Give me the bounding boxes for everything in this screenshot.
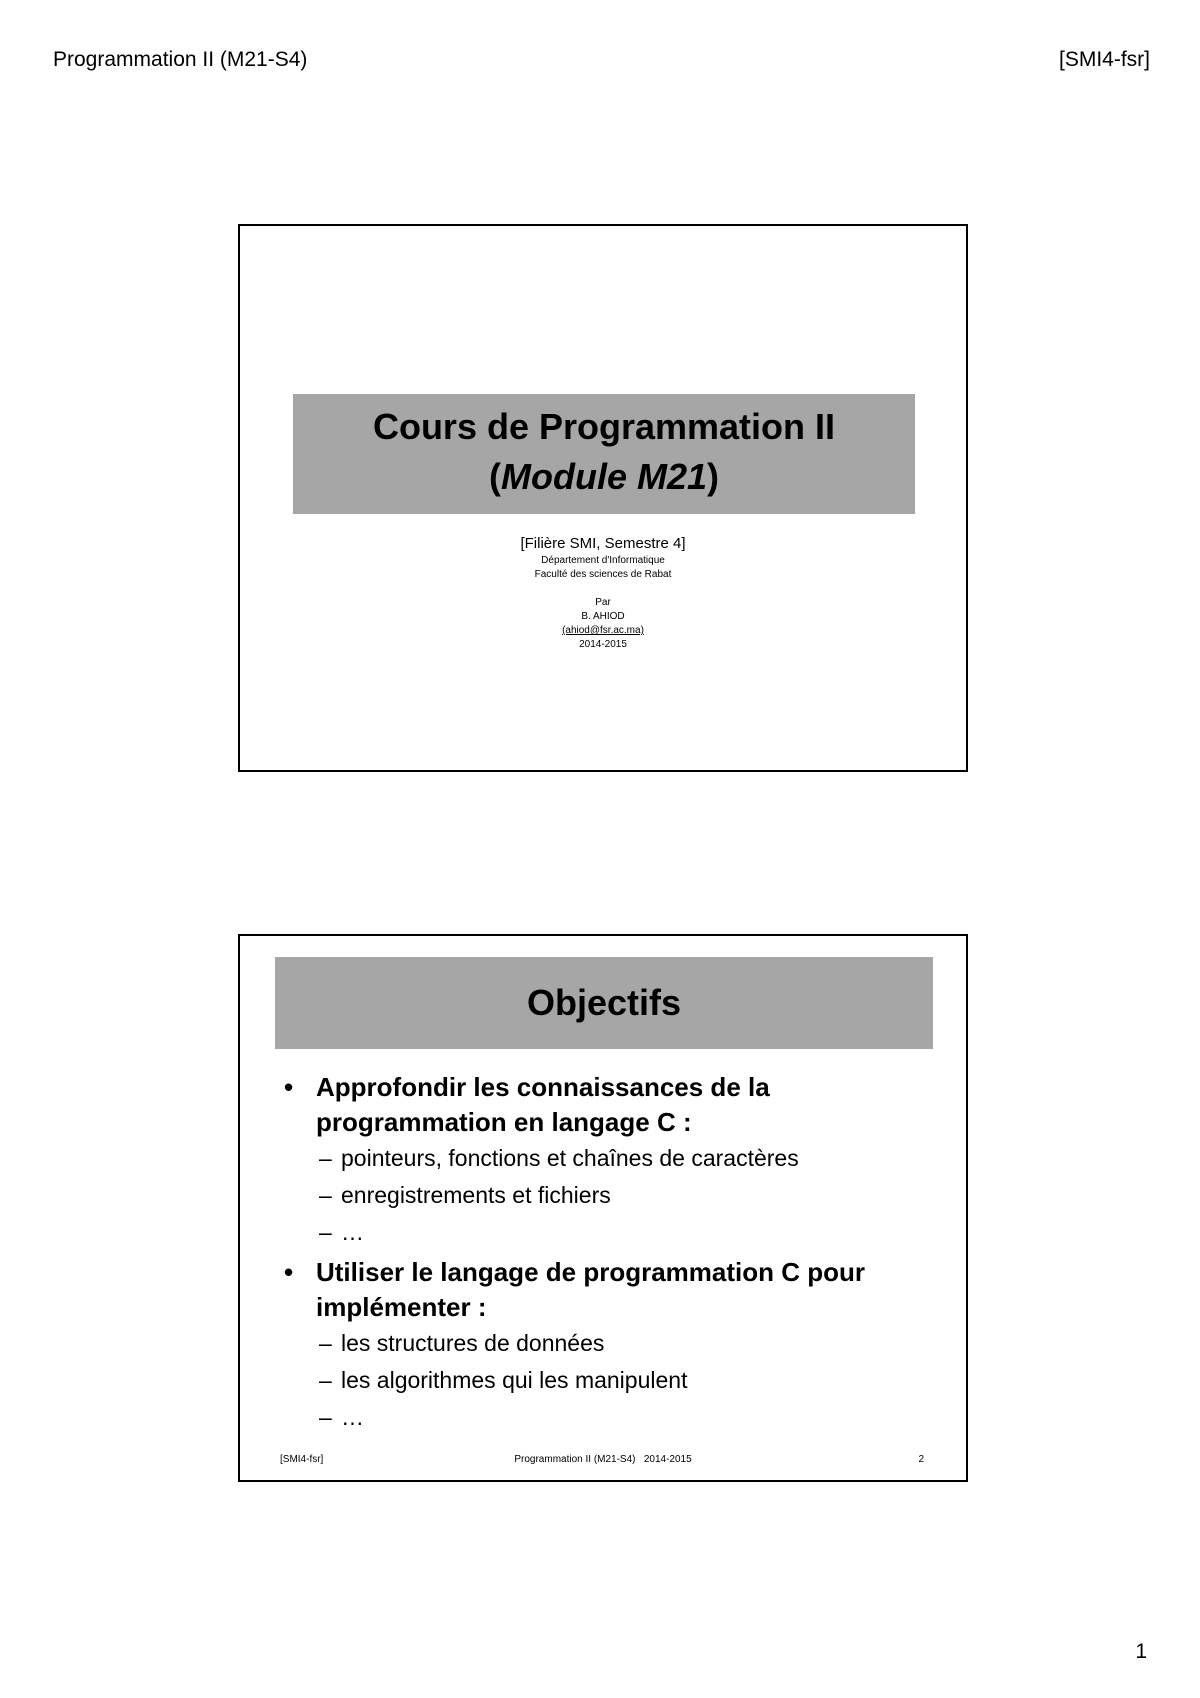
author-email-link[interactable]: (ahiod@fsr.ac.ma) [562,625,644,636]
filiere-label: [Filière SMI, Semestre 4] [520,535,686,552]
page-number: 1 [1135,1640,1147,1663]
page-header-course: Programmation II (M21-S4) [53,48,308,71]
faculte-label: Faculté des sciences de Rabat [534,569,672,580]
dash-icon: – [319,1145,332,1171]
slide-1-title [238,224,968,772]
bullet-item [278,1255,938,1325]
slide-title: Cours de Programmation II [372,406,836,447]
sub-item: – les structures de données [278,1325,938,1362]
dash-icon: – [319,1219,332,1245]
par-label: Par [595,597,611,608]
objectives-list [278,1066,938,1436]
academic-year: 2014-2015 [579,639,627,650]
dash-icon: – [319,1367,332,1393]
sub-item: – pointeurs, fonctions et chaînes de caractères [278,1140,938,1177]
bullet-icon: • [284,1257,294,1287]
author-name: B. AHIOD [581,611,625,622]
bullet-text: Approfondir les connaissances de la programmation en langage C : [316,1072,770,1137]
sub-item: – les algorithmes qui les manipulent [278,1362,938,1399]
dash-icon: – [319,1330,332,1356]
title-band [293,394,915,514]
bullet-icon: • [284,1072,294,1102]
slide-title: Objectifs [526,982,682,1023]
dash-icon: – [319,1404,332,1430]
bullet-text: Utiliser le langage de programmation C pour implémenter : [316,1257,865,1322]
slide-number: 2 [918,1454,924,1465]
slide-2-objectifs [238,934,968,1482]
dash-icon: – [319,1182,332,1208]
sub-item: – … [278,1399,938,1436]
sub-item: – enregistrements et fichiers [278,1177,938,1214]
slide-subtitle-module: (Module M21) [488,456,719,497]
title-band [275,957,933,1049]
sub-item: – … [278,1214,938,1251]
bullet-item [278,1070,938,1140]
slide-footer-left: [SMI4-fsr] [280,1454,324,1465]
course-info [240,534,966,652]
slide-footer-center: Programmation II (M21-S4) 2014-2015 [514,1454,692,1465]
departement-label: Département d'Informatique [541,555,665,566]
page-header-tag: [SMI4-fsr] [1058,48,1150,71]
